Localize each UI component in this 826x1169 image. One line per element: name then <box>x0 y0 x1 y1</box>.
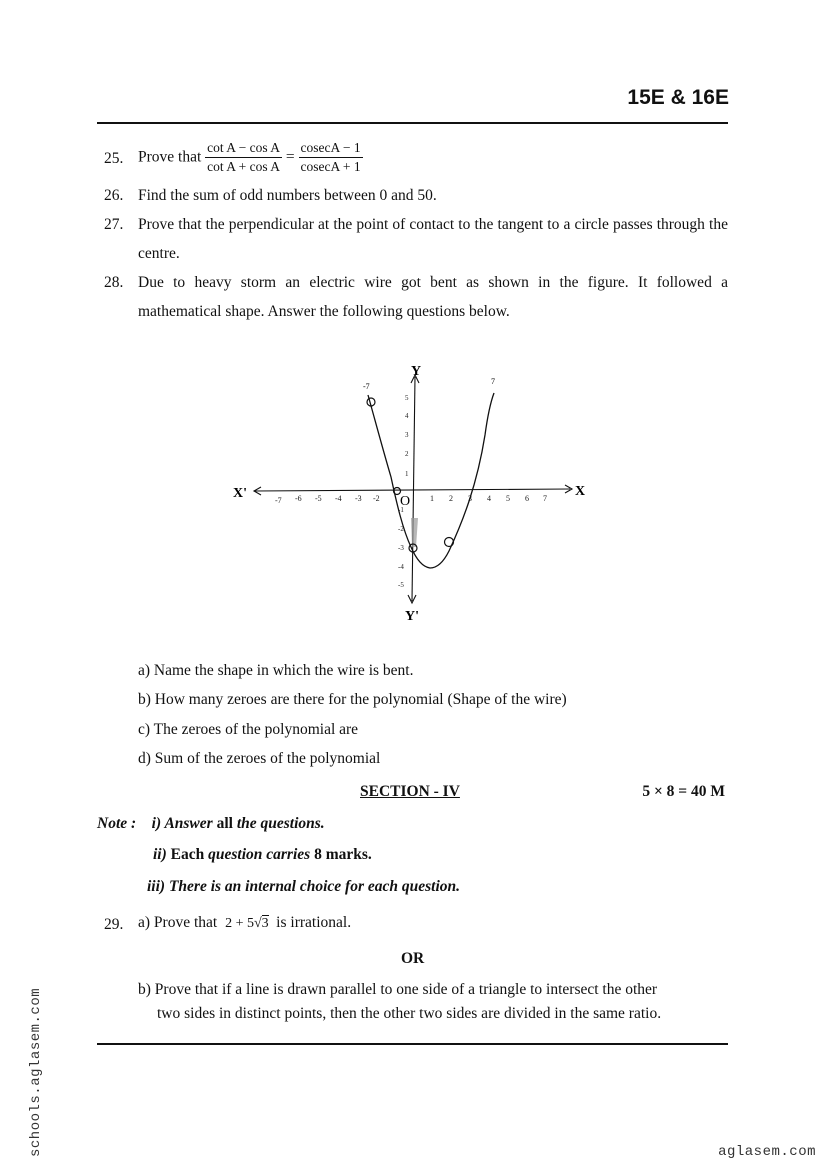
question-number: 25. <box>104 150 124 167</box>
y-tick: 2 <box>405 450 409 458</box>
x-tick: -6 <box>295 494 302 503</box>
note-emphasis: all <box>216 815 233 832</box>
question-29-a <box>138 914 351 932</box>
x-tick: 6 <box>525 494 529 503</box>
wire-curve <box>368 393 494 568</box>
curve-point <box>445 538 454 547</box>
y-tick: 5 <box>405 394 409 402</box>
question-number: 28. <box>104 274 124 291</box>
x-tick: 3 <box>468 494 472 503</box>
q29a-prefix: a) Prove that <box>138 914 218 931</box>
x-ticks-negative <box>275 494 380 505</box>
question-number: 29. <box>104 916 124 933</box>
sub-question-c: c) The zeroes of the polynomial are <box>138 721 359 738</box>
question-25-prefix: Prove that <box>138 148 202 166</box>
x-tick: 5 <box>506 494 510 503</box>
sqrt-symbol: √ <box>253 916 262 931</box>
x-axis-label: X <box>575 484 586 499</box>
rhs-denominator: cosecA + 1 <box>300 159 361 174</box>
x-tick: -5 <box>315 494 322 503</box>
x-neg-axis-label: X' <box>233 486 247 501</box>
lhs-fraction <box>205 139 282 176</box>
question-27: Prove that the perpendicular at the point of contact to the tangent to a circle passes through the centre. <box>138 216 728 262</box>
origin-label: O <box>400 494 411 509</box>
x-tick: 2 <box>449 494 453 503</box>
question-25 <box>138 139 363 176</box>
curve-end-label-left: -7 <box>363 382 370 391</box>
note-emphasis: 8 marks. <box>314 846 372 863</box>
x-tick: -3 <box>355 494 362 503</box>
y-tick: -4 <box>398 563 404 571</box>
note-text: ii) <box>153 846 167 863</box>
or-divider: OR <box>401 950 425 967</box>
section-marks: 5 × 8 = 40 M <box>642 783 725 800</box>
curve-end-label-right: 7 <box>491 377 495 386</box>
x-tick: -4 <box>335 494 342 503</box>
sub-question-a: a) Name the shape in which the wire is bent. <box>138 662 414 679</box>
paper-code: 15E & 16E <box>627 86 729 109</box>
rhs-fraction <box>299 139 363 176</box>
q29a-suffix: is irrational. <box>276 914 352 931</box>
y-tick: -2 <box>398 525 404 533</box>
rhs-numerator: cosecA − 1 <box>299 139 363 158</box>
note-text: i) Answer <box>151 815 213 832</box>
note-line-3: iii) There is an internal choice for each question. <box>147 878 461 895</box>
parabola-figure <box>225 355 595 630</box>
question-29-b-line-2: two sides in distinct points, then the other two sides are divided in the same ratio. <box>157 1005 662 1022</box>
note-line-2 <box>153 846 372 864</box>
y-tick: -1 <box>398 506 404 514</box>
y-tick: 4 <box>405 412 409 420</box>
x-tick: 1 <box>430 494 434 503</box>
x-tick: -7 <box>275 496 282 505</box>
expr-part: 2 + 5 <box>225 916 254 931</box>
question-26: Find the sum of odd numbers between 0 and 50. <box>138 187 437 204</box>
x-tick: 7 <box>543 494 547 503</box>
y-tick: 3 <box>405 431 409 439</box>
note-text: question carries <box>208 846 311 863</box>
section-title: SECTION - IV <box>360 783 460 800</box>
footer-rule <box>97 1043 728 1045</box>
irrational-expression <box>225 916 272 931</box>
x-ticks-positive <box>430 494 547 503</box>
x-tick: -2 <box>373 494 380 503</box>
equals-sign: = <box>285 148 295 166</box>
sub-question-b: b) How many zeroes are there for the polynomial (Shape of the wire) <box>138 691 567 708</box>
header-rule <box>97 122 728 124</box>
note-label: Note : <box>97 815 137 832</box>
y-neg-axis-label: Y' <box>405 609 419 624</box>
note-line-1 <box>97 815 325 833</box>
lhs-denominator: cot A + cos A <box>207 159 281 174</box>
question-number: 27. <box>104 216 124 233</box>
watermark-left: schools.aglasem.com <box>28 987 44 1157</box>
y-tick: -5 <box>398 581 404 589</box>
watermark-right: aglasem.com <box>718 1144 816 1160</box>
note-emphasis: Each <box>170 846 205 863</box>
shaded-region <box>411 518 418 547</box>
y-axis <box>412 377 415 601</box>
x-axis <box>255 489 570 491</box>
y-tick: -3 <box>398 544 404 552</box>
question-number: 26. <box>104 187 124 204</box>
x-tick: 4 <box>487 494 491 503</box>
note-text: the questions. <box>236 815 325 832</box>
lhs-numerator: cot A − cos A <box>205 139 282 158</box>
question-29-b-line-1: b) Prove that if a line is drawn parallel to one side of a triangle to intersect the other <box>138 981 658 998</box>
expr-radicand: 3 <box>261 916 269 931</box>
question-28: Due to heavy storm an electric wire got bent as shown in the figure. It followed a mathematical shape. Answer the following questions below. <box>138 274 728 320</box>
y-tick: 1 <box>405 470 409 478</box>
sub-question-d: d) Sum of the zeroes of the polynomial <box>138 750 381 767</box>
y-axis-label: Y <box>411 364 422 379</box>
y-ticks-positive <box>405 394 409 478</box>
